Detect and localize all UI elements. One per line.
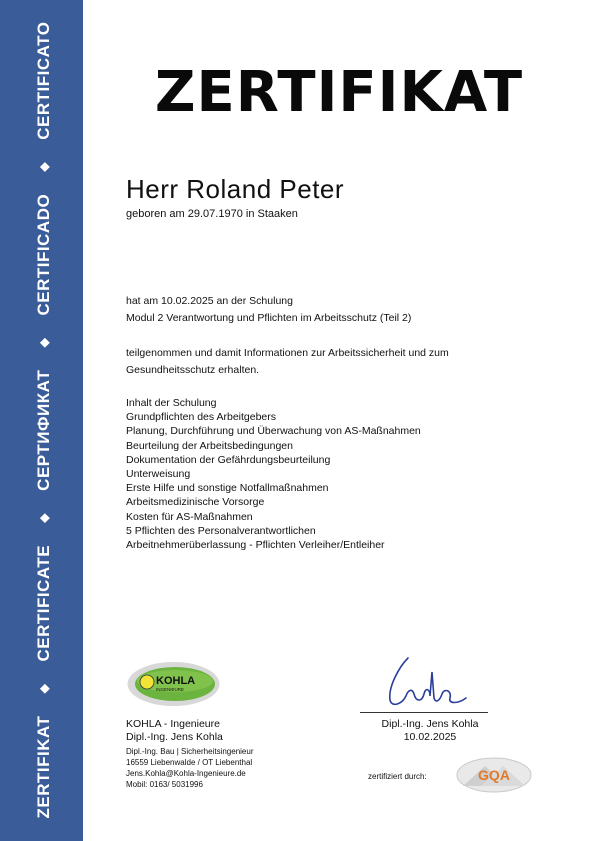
- training-result-line1: teilgenommen und damit Informationen zur Arbeitssicherheit und zum: [126, 347, 449, 359]
- list-item: Arbeitsmedizinische Vorsorge: [126, 496, 265, 509]
- handwritten-signature: [372, 652, 472, 714]
- sidebar-text: [29, 0, 59, 841]
- gqa-text: GQA: [478, 767, 510, 783]
- list-item: Arbeitnehmerüberlassung - Pflichten Verleiher/Entleiher: [126, 539, 385, 552]
- list-item: Dokumentation der Gefährdungsbeurteilung: [126, 453, 331, 466]
- list-item: Kosten für AS-Maßnahmen: [126, 510, 253, 523]
- training-date-line: hat am 10.02.2025 an der Schulung: [126, 295, 293, 307]
- company-name: KOHLA - Ingenieure: [126, 718, 220, 730]
- certified-by-label: zertifiziert durch:: [368, 772, 427, 781]
- gqa-logo: [455, 756, 533, 794]
- signer-block: [340, 718, 520, 744]
- recipient-name: Herr Roland Peter: [126, 174, 345, 204]
- company-details: [126, 746, 253, 790]
- company-detail: Mobil: 0163/ 5031996: [126, 780, 203, 789]
- diamond-icon: ◆: [37, 683, 51, 694]
- sidebar-word-ru: СЕРТИФИКАТ: [34, 369, 53, 491]
- list-item: Grundpflichten des Arbeitgebers: [126, 411, 277, 424]
- list-item: Beurteilung der Arbeitsbedingungen: [126, 439, 293, 452]
- list-item: Unterweisung: [126, 468, 191, 481]
- certificate-title: ZERTIFIKAT: [154, 60, 524, 125]
- diamond-icon: ◆: [37, 512, 51, 523]
- sidebar-band: [0, 0, 83, 841]
- diamond-icon: ◆: [37, 337, 51, 348]
- sidebar-word-de: ZERTIFIKAT: [34, 715, 53, 819]
- logo-text: KOHLA: [156, 675, 196, 687]
- contents-heading: Inhalt der Schulung: [126, 397, 217, 409]
- training-intro: [126, 294, 411, 325]
- kohla-logo: [126, 660, 221, 708]
- company-block: [126, 718, 223, 744]
- signature-line: [360, 712, 488, 713]
- sidebar-word-it: CERTIFICATO: [34, 21, 53, 140]
- training-result-line2: Gesundheitsschutz erhalten.: [126, 363, 260, 376]
- signer-date: 10.02.2025: [403, 731, 457, 743]
- list-item: Erste Hilfe und sonstige Notfallmaßnahmen: [126, 482, 329, 495]
- signer-name: Dipl.-Ing. Jens Kohla: [381, 718, 479, 730]
- recipient-birth: geboren am 29.07.1970 in Staaken: [126, 208, 298, 220]
- company-detail: 16559 Liebenwalde / OT Liebenthal: [126, 758, 253, 767]
- training-result: [126, 346, 449, 377]
- sidebar-word-es: CERTIFICADO: [34, 193, 53, 316]
- contents-list: [126, 396, 421, 552]
- training-module-line: Modul 2 Verantwortung und Pflichten im Arbeitsschutz (Teil 2): [126, 311, 412, 324]
- list-item: 5 Pflichten des Personalverantwortlichen: [126, 524, 316, 537]
- sidebar-word-en: CERTIFICATE: [34, 544, 53, 662]
- company-detail: Dipl.-Ing. Bau | Sicherheitsingenieur: [126, 747, 254, 756]
- logo-subtext: INGENIEURE: [156, 687, 185, 692]
- company-person: Dipl.-Ing. Jens Kohla: [126, 731, 223, 743]
- company-detail: Jens.Kohla@Kohla-Ingenieure.de: [126, 769, 246, 778]
- list-item: Planung, Durchführung und Überwachung von AS-Maßnahmen: [126, 425, 421, 438]
- diamond-icon: ◆: [37, 161, 51, 172]
